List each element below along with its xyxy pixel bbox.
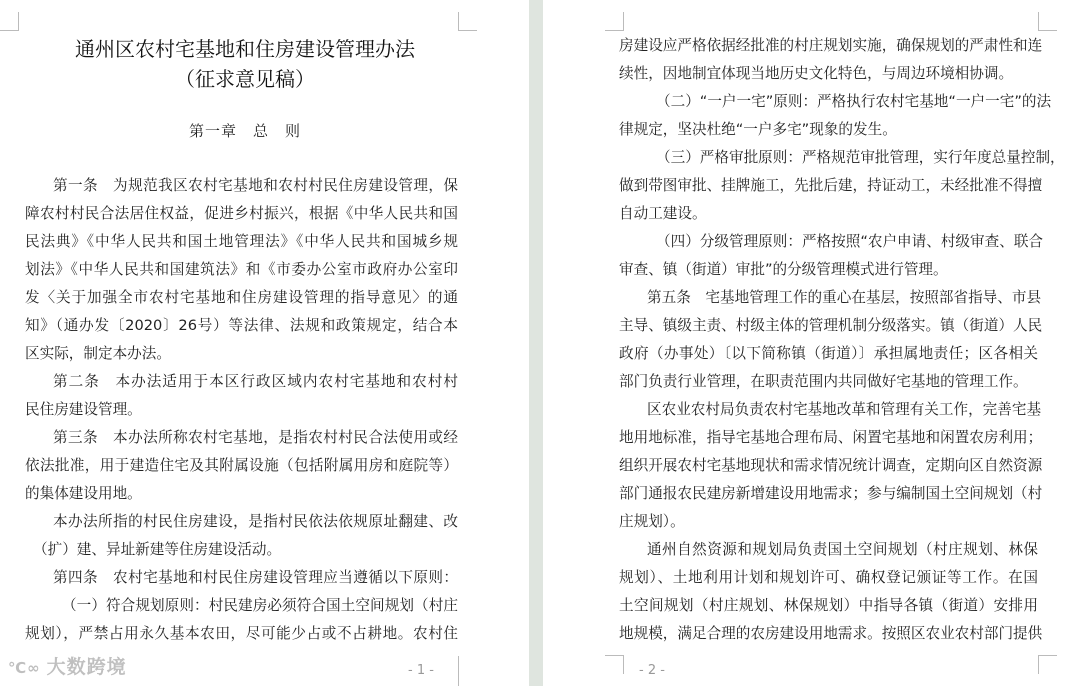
paragraph-line: 区农业农村局负责农村宅基地改革和管理有关工作，完善宅基 [647, 401, 1042, 418]
paragraph-line: 审查、镇（街道）审批”的分级管理模式进行管理。 [619, 261, 948, 278]
watermark-icon: ℃∞ [8, 659, 41, 677]
paragraph-line: （扩）建、异址新建等住房建设活动。 [33, 541, 282, 558]
paragraph-line: 主导、镇级主责、村级主体的管理机制分级落实。镇（街道）人民 [619, 317, 1043, 334]
document-page-2 [543, 0, 1080, 686]
paragraph-line: 区实际，制定本办法。 [25, 345, 171, 362]
paragraph-line: 做到带图审批、挂牌施工，先批后建，持证动工，未经批准不得擅 [619, 177, 1043, 194]
paragraph-line: 第五条 宅基地管理工作的重心在基层，按照部省指导、市县 [647, 289, 1042, 306]
paragraph-line: 民法典》《中华人民共和国土地管理法》《中华人民共和国城乡规 [25, 233, 458, 250]
document-title: 通州区农村宅基地和住房建设管理办法 [75, 37, 415, 61]
paragraph-line: 组织开展农村宅基地现状和需求情况统计调查，定期向区自然资源 [619, 457, 1043, 474]
paragraph-line: （三）严格审批原则：严格规范审批管理，实行年度总量控制， [656, 149, 1065, 166]
paragraph-line: 民住房建设管理。 [25, 401, 142, 418]
document-page-1 [0, 0, 529, 686]
paragraph-line: 部门负责行业管理，在职责范围内共同做好宅基地的管理工作。 [619, 373, 1028, 390]
paragraph-line: 第二条 本办法适用于本区行政区域内农村宅基地和农村村 [53, 373, 458, 390]
paragraph-line: 庄规划）。 [619, 513, 685, 530]
paragraph-line: 政府（办事处）〔以下简称镇（街道）〕承担属地责任；区各相关 [619, 345, 1038, 362]
paragraph-line: 第四条 农村宅基地和村民住房建设管理应当遵循以下原则： [53, 569, 458, 586]
paragraph-line: 依法批准，用于建造住宅及其附属设施（包括附属用房和庭院等） [25, 457, 458, 474]
paragraph-line: 地规模，满足合理的农房建设用地需求。按照区农业农村部门提供 [619, 625, 1043, 642]
paragraph-line: （二）“一户一宅”原则：严格执行农村宅基地“一户一宅”的法 [656, 93, 1052, 110]
paragraph-line: 划法》《中华人民共和国建筑法》和《市委办公室市政府办公室印 [25, 261, 458, 278]
paragraph-line: 第一条 为规范我区农村宅基地和农村村民住房建设管理，保 [53, 177, 458, 194]
paragraph-line: 的集体建设用地。 [25, 485, 142, 502]
margin-corner-mark [458, 12, 477, 31]
paragraph-line: 规划），严禁占用永久基本农田，尽可能少占或不占耕地。农村住 [25, 625, 458, 642]
paragraph-line: 规划）、土地利用计划和规划许可、确权登记颁证等工作。在国 [619, 569, 1038, 586]
paragraph-line: 发〈关于加强全市农村宅基地和住房建设管理的指导意见〉的通 [25, 289, 458, 306]
paragraph-line: 地用地标准，指导宅基地合理布局、闲置宅基地和闲置农房利用； [619, 429, 1043, 446]
chapter-heading: 第一章 总 则 [188, 122, 301, 140]
margin-corner-mark [458, 656, 477, 686]
page-number: - 1 - [408, 663, 434, 678]
margin-corner-mark [1038, 655, 1057, 674]
paragraph-line: 自动工建设。 [619, 205, 707, 222]
paragraph-line: 第三条 本办法所称农村宅基地，是指农村村民合法使用或经 [53, 429, 458, 446]
document-subtitle: （征求意见稿） [175, 67, 315, 91]
paragraph-line: 土空间规划（村庄规划、林保规划）中指导各镇（街道）安排用 [619, 597, 1038, 614]
paragraph-line: （四）分级管理原则：严格按照“农户申请、村级审查、联合 [656, 233, 1044, 250]
margin-corner-mark [0, 12, 19, 31]
page-number: - 2 - [639, 663, 665, 678]
margin-corner-mark [1038, 12, 1057, 31]
paragraph-line: 部门通报农民建房新增建设用地需求；参与编制国土空间规划（村 [619, 485, 1043, 502]
paragraph-line: 房建设应严格依据经批准的村庄规划实施，确保规划的严肃性和连 [619, 37, 1043, 54]
paragraph-line: 障农村村民合法居住权益，促进乡村振兴，根据《中华人民共和国 [25, 205, 458, 222]
watermark-text: 大数跨境 [46, 656, 127, 678]
watermark-logo [8, 652, 127, 679]
paragraph-line: （一）符合规划原则：村民建房必须符合国土空间规划（村庄 [62, 597, 458, 614]
paragraph-line: 通州自然资源和规划局负责国土空间规划（村庄规划、林保 [647, 541, 1038, 558]
margin-corner-mark [605, 655, 624, 674]
margin-corner-mark [605, 12, 624, 31]
paragraph-line: 知》（通办发〔2020〕26号）等法律、法规和政策规定，结合本 [25, 317, 458, 334]
paragraph-line: 本办法所指的村民住房建设，是指村民依法依规原址翻建、改 [53, 513, 458, 530]
paragraph-line: 律规定，坚决杜绝“一户多宅”现象的发生。 [619, 121, 897, 138]
paragraph-line: 续性，因地制宜体现当地历史文化特色，与周边环境相协调。 [619, 65, 1014, 82]
